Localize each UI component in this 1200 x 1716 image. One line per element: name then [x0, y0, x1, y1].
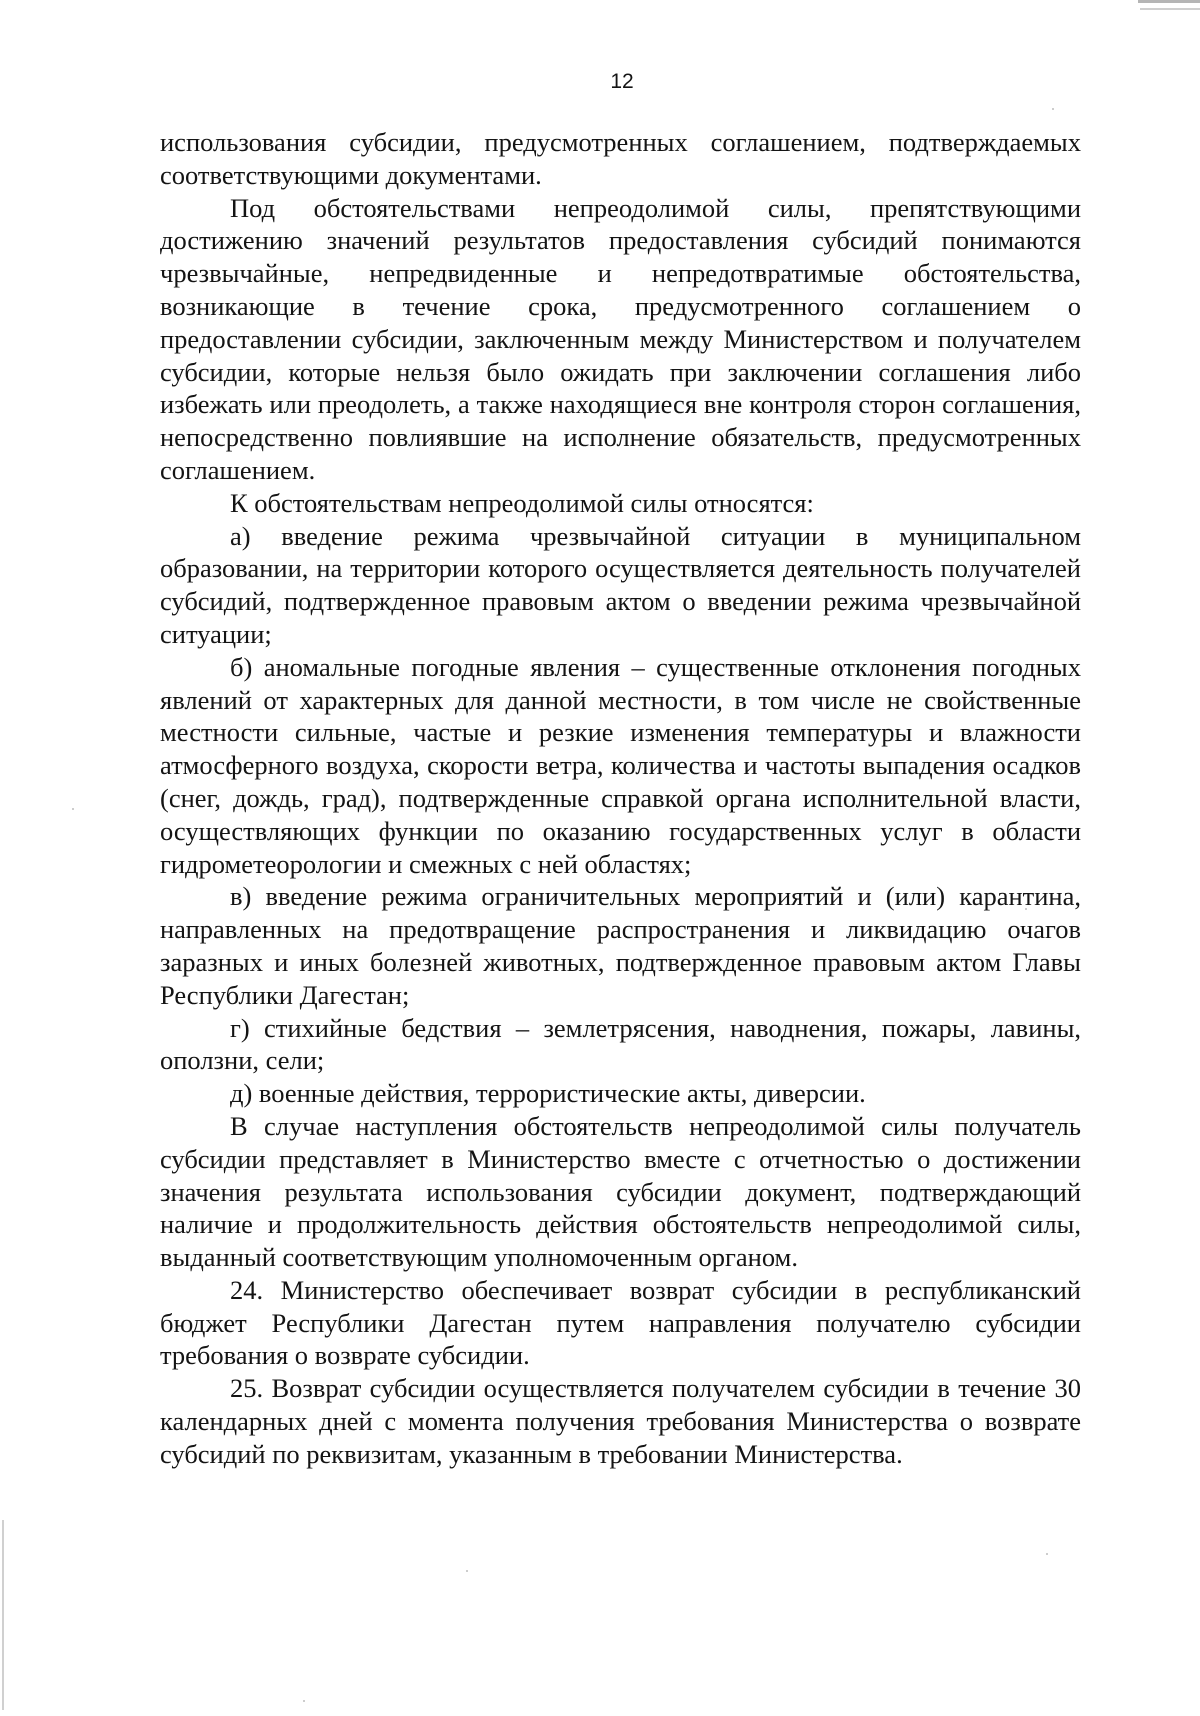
scan-speck — [1046, 1553, 1048, 1555]
paragraph-force-majeure-list-intro: К обстоятельствам непреодолимой силы относятся: — [230, 487, 814, 518]
scan-speck — [466, 1570, 468, 1572]
scan-border-mark — [2, 1520, 4, 1710]
scan-border-mark — [1140, 8, 1200, 10]
list-item-a: а) введение режима чрезвычайной ситуации в муниципальном образовании, на территории которого осуществляется деятельность получателей субсидий, подтвержденное правовым актом о введении режима чрезвычайной ситуации; — [160, 520, 1081, 649]
paragraph-force-majeure-definition: Под обстоятельствами непреодолимой силы, препятствующими достижению значений результатов предоставления субсидий понимаются чрезвычайные, непредвиденные и непредотвратимые обстоятельства, возникающие в течение срока, предусмотренного соглашением о предоставлении субсидии, заключенным между Министерством и получателем субсидии, которые нельзя было ожидать при заключении соглашения либо избежать или преодолеть, а также находящиеся вне контроля сторон соглашения, непосредственно повлиявшие на исполнение обязательств, предусмотренных соглашением. — [160, 192, 1081, 485]
scan-border-mark — [1138, 0, 1200, 3]
paragraph-force-majeure-reporting: В случае наступления обстоятельств непреодолимой силы получатель субсидии представляет в Министерство вместе с отчетностью о достижении значения результата использования субсидии документ, подтверждающий наличие и продолжительность действия обстоятельств непреодолимой силы, выданный соответствующим уполномоченным органом. — [160, 1110, 1081, 1273]
clause-24: 24. Министерство обеспечивает возврат субсидии в республиканский бюджет Республики Дагестан путем направления получателю субсидии требования о возврате субсидии. — [160, 1274, 1081, 1371]
list-item-g: г) стихийные бедствия – землетрясения, наводнения, пожары, лавины, оползни, сели; — [160, 1012, 1081, 1076]
list-item-d: д) военные действия, террористические акты, диверсии. — [230, 1078, 866, 1109]
page-number: 12 — [610, 70, 634, 93]
clause-25: 25. Возврат субсидии осуществляется получателем субсидии в течение 30 календарных дней с момента получения требования Министерства о возврате субсидий по реквизитам, указанным в требовании Министерства. — [160, 1373, 1081, 1469]
paragraph-continuation: использования субсидии, предусмотренных соглашением, подтверждаемых соответствующими документами. — [160, 127, 1081, 190]
scan-speck — [303, 1700, 305, 1702]
document-body — [160, 126, 1081, 1471]
list-item-b: б) аномальные погодные явления – существенные отклонения погодных явлений от характерных для данной местности, в том числе не свойственные местности сильные, частые и резкие изменения температуры и влажности атмосферного воздуха, скорости ветра, количества и частоты выпадения осадков (снег, дождь, град), подтвержденные справкой органа исполнительной власти, осуществляющих функции по оказанию государственных услуг в области гидрометеорологии и смежных с ней областях; — [160, 651, 1081, 879]
list-item-v: в) введение режима ограничительных мероприятий и (или) карантина, направленных на предотвращение распространения и ликвидацию очагов заразных и иных болезней животных, подтвержденное правовым актом Главы Республики Дагестан; — [160, 881, 1081, 1010]
scan-speck — [1052, 108, 1054, 110]
scan-speck — [72, 808, 74, 810]
